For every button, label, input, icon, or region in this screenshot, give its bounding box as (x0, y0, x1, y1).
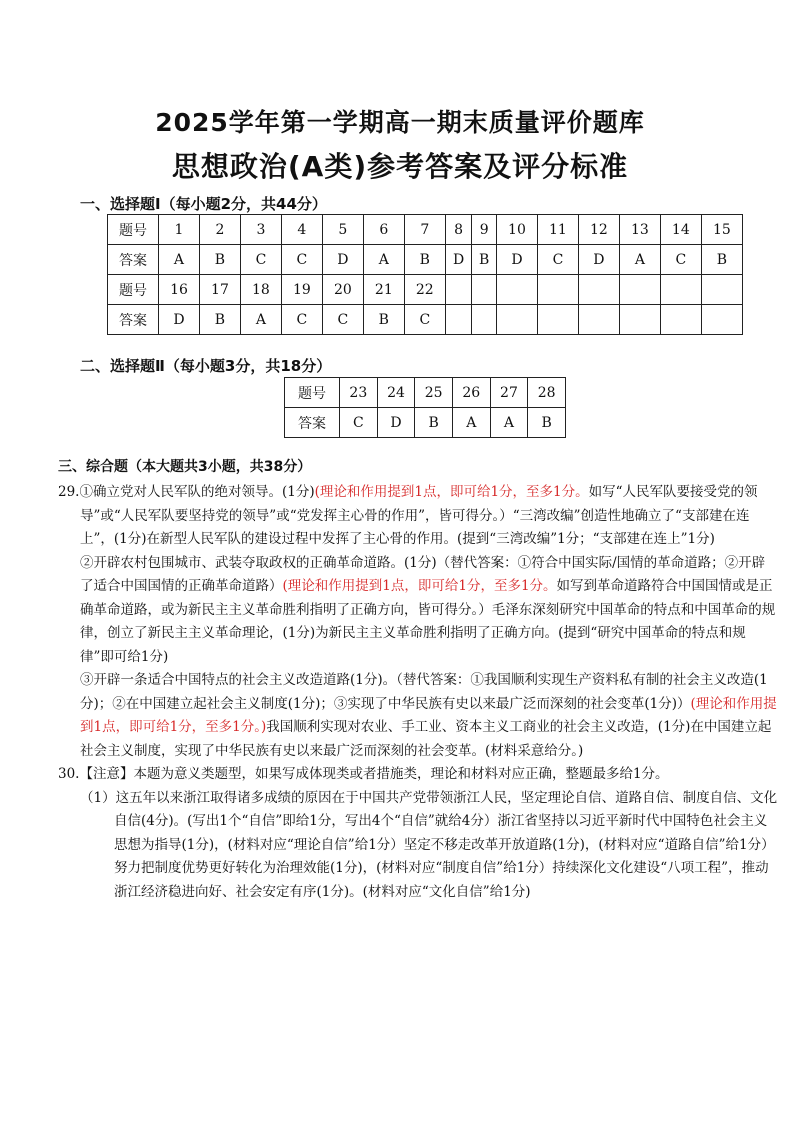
answer-cell: B (363, 305, 404, 335)
table-row (108, 275, 743, 305)
question-number: 1 (159, 215, 200, 245)
question-number: 24 (377, 378, 415, 408)
answer-cell: C (281, 305, 322, 335)
question-number: 10 (496, 215, 537, 245)
table-row (285, 408, 566, 438)
answer-cell: C (240, 245, 281, 275)
answer-cell: C (340, 408, 378, 438)
question-number: 7 (404, 215, 445, 245)
q29-p2c: 如写到革命道路符合中国国情或是正确革命道路，或为新民主主义革命胜利指明了正确方向，皆可得分。）毛泽东深刻研究中国革命的特点和中国革命的规律，创立了新民主主义革命理论，(1分)为新民主主义革命胜利指明了正确方向。(提到“研究中国革命的特点和规律”即可给1分) (80, 578, 776, 665)
answer-cell: B (472, 245, 497, 275)
answer-cell: C (322, 305, 363, 335)
answer-cell: C (660, 245, 701, 275)
empty-cell (619, 275, 660, 305)
answer-cell: D (496, 245, 537, 275)
question-number: 22 (404, 275, 445, 305)
row-label: 答案 (108, 305, 159, 335)
question-number: 14 (660, 215, 701, 245)
empty-cell (496, 275, 537, 305)
answer-cell: C (537, 245, 578, 275)
question-number: 3 (240, 215, 281, 245)
empty-cell (537, 275, 578, 305)
empty-cell (619, 305, 660, 335)
answer-cell: A (490, 408, 528, 438)
page-title-line1: 2025学年第一学期高一期末质量评价题库 (155, 108, 645, 137)
q29-p3a: ③开辟一条适合中国特点的社会主义改造道路(1分)。（替代答案：①我国顺利实现生产资料私有制的社会主义改造(1分)；②在中国建立起社会主义制度(1分)；③实现了中华民族有史以来最广泛而深刻的社会变革(1分)） (80, 672, 768, 712)
question-number: 21 (363, 275, 404, 305)
q30-sub1: （1）这五年以来浙江取得诸多成绩的原因在于中国共产党带领浙江人民，坚定理论自信、道路自信、制度自信、文化自信(4分)。(写出1个“自信”即给1分，写出4个“自信”就给4分）浙江省坚持以习近平新时代中国特色社会主义思想为指导(1分)，(材料对应“理论自信”给1分）坚定不移走改革开放道路(1分)，(材料对应“道路自信”给1分）努力把制度优势更好转化为治理效能(1分)，(材料对应“制度自信”给1分）持续深化文化建设“八项工程”，推动浙江经济稳进向好、社会安定有序(1分)。(材料对应“文化自信”给1分) (80, 789, 778, 900)
answer-body (58, 481, 778, 904)
q29-p1a: 29.①确立党对人民军队的绝对领导。(1分) (58, 484, 315, 500)
answer-cell: B (199, 305, 240, 335)
question-number: 6 (363, 215, 404, 245)
question-number: 17 (199, 275, 240, 305)
answer-cell: C (404, 305, 445, 335)
empty-cell (472, 305, 497, 335)
question-number: 27 (490, 378, 528, 408)
empty-cell (445, 305, 472, 335)
row-label: 题号 (285, 378, 340, 408)
empty-cell (496, 305, 537, 335)
question-number: 25 (415, 378, 453, 408)
q29-part3 (58, 669, 778, 763)
answer-table-choice-2 (284, 377, 566, 438)
question-number: 28 (528, 378, 566, 408)
answer-cell: A (363, 245, 404, 275)
answer-cell: D (159, 305, 200, 335)
question-number: 18 (240, 275, 281, 305)
answer-cell: B (199, 245, 240, 275)
answer-cell: A (240, 305, 281, 335)
q30-note: 30.【注意】本题为意义类题型，如果写成体现类或者措施类，理论和材料对应正确，整题最多给1分。 (58, 766, 669, 782)
table-row (108, 215, 743, 245)
question-number: 23 (340, 378, 378, 408)
answer-cell: A (159, 245, 200, 275)
answer-cell: D (578, 245, 619, 275)
answer-cell: B (701, 245, 742, 275)
question-number: 2 (199, 215, 240, 245)
question-number: 20 (322, 275, 363, 305)
answer-cell: B (404, 245, 445, 275)
empty-cell (445, 275, 472, 305)
answer-cell: D (377, 408, 415, 438)
answer-table-choice-1 (107, 214, 743, 335)
q29-p2a: ②开辟农村包围城市、武装夺取政权的正确革命道路。(1分)（替代答案：①符合中国实际/国情的革命道路；②开辟了适合中国国情的正确革命道路） (80, 554, 766, 594)
section2-heading: 二、选择题Ⅱ（每小题3分，共18分） (80, 357, 332, 375)
question-number: 5 (322, 215, 363, 245)
section1-heading: 一、选择题Ⅰ（每小题2分，共44分） (80, 195, 327, 213)
row-label: 题号 (108, 275, 159, 305)
q29-p3c: 我国顺利实现对农业、手工业、资本主义工商业的社会主义改造，(1分)在中国建立起社会主义制度，实现了中华民族有史以来最广泛而深刻的社会变革。(材料采意给分。) (80, 719, 772, 759)
answer-cell: B (415, 408, 453, 438)
empty-cell (701, 305, 742, 335)
table-row (108, 305, 743, 335)
question-number: 16 (159, 275, 200, 305)
page-title-line2: 思想政治(A类)参考答案及评分标准 (171, 150, 629, 183)
section3-heading: 三、综合题（本大题共3小题，共38分） (58, 459, 312, 475)
answer-cell: A (619, 245, 660, 275)
empty-cell (472, 275, 497, 305)
row-label: 答案 (285, 408, 340, 438)
row-label: 题号 (108, 215, 159, 245)
question-number: 19 (281, 275, 322, 305)
question-number: 8 (445, 215, 472, 245)
empty-cell (537, 305, 578, 335)
question-number: 11 (537, 215, 578, 245)
q29-p1b-scoring-note: (理论和作用提到1点，即可给1分，至多1分。 (314, 484, 589, 500)
question-number: 15 (701, 215, 742, 245)
empty-cell (578, 305, 619, 335)
q29-p3b-scoring-note: (理论和作用提到1点，即可给1分，至多1分。) (80, 695, 777, 735)
answer-cell: D (445, 245, 472, 275)
empty-cell (701, 275, 742, 305)
table-row (285, 378, 566, 408)
question-number: 13 (619, 215, 660, 245)
table-row (108, 245, 743, 275)
question-number: 4 (281, 215, 322, 245)
answer-cell: D (322, 245, 363, 275)
question-number: 9 (472, 215, 497, 245)
q29-p2b-scoring-note: (理论和作用提到1点，即可给1分，至多1分。 (282, 578, 557, 594)
answer-cell: B (528, 408, 566, 438)
empty-cell (660, 275, 701, 305)
q29-part2 (58, 552, 778, 670)
answer-cell: C (281, 245, 322, 275)
question-number: 12 (578, 215, 619, 245)
q29-p1c: 如写“人民军队要接受党的领导”或“人民军队要坚持党的领导”或“党发挥主心骨的作用”，皆可得分。）“三湾改编”创造性地确立了“支部建在连上”，(1分)在新型人民军队的建设过程中发挥了主心骨的作用。(提到“三湾改编”1分；“支部建在连上”1分) (80, 484, 758, 547)
q29-part1 (58, 481, 778, 552)
answer-cell: A (452, 408, 490, 438)
empty-cell (578, 275, 619, 305)
row-label: 答案 (108, 245, 159, 275)
empty-cell (660, 305, 701, 335)
question-number: 26 (452, 378, 490, 408)
